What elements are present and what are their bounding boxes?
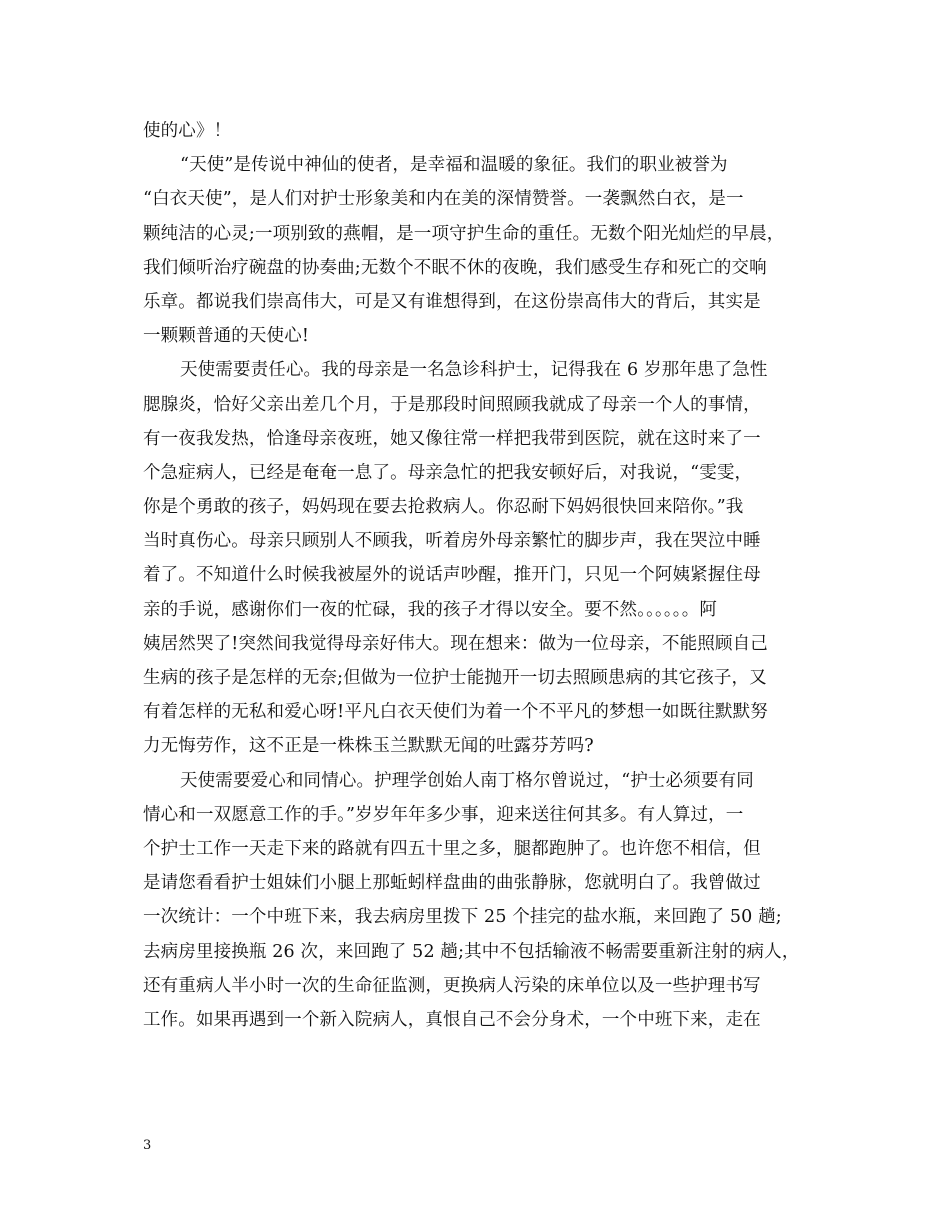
paragraph-start-line: 天使需要责任心。我的母亲是一名急诊科护士，记得我在 6 岁那年患了急性	[180, 360, 768, 381]
text-line: 有一夜我发热，恰逢母亲夜班，她又像往常一样把我带到医院，就在这时来了一	[143, 428, 761, 449]
text-line: 着了。不知道什么时候我被屋外的说话声吵醒，推开门，只见一个阿姨紧握住母	[143, 565, 761, 586]
paragraph-start-line: 天使需要爱心和同情心。护理学创始人南丁格尔曾说过，“护士必须要有同	[180, 770, 754, 791]
text-line: 你是个勇敢的孩子，妈妈现在要去抢救病人。你忍耐下妈妈很快回来陪你。”我	[143, 497, 744, 518]
text-line: 个护士工作一天走下来的路就有四五十里之多，腿都跑肿了。也许您不相信，但	[143, 838, 761, 859]
document-body	[143, 114, 813, 1037]
text-line: 一次统计：一个中班下来，我去病房里拨下 25 个挂完的盐水瓶，来回跑了 50 趟;	[143, 907, 782, 928]
text-line: 颗纯洁的心灵;一项别致的燕帽，是一项守护生命的重任。无数个阳光灿烂的早晨，	[143, 223, 785, 244]
text-line: 去病房里接换瓶 26 次，来回跑了 52 趟;其中不包括输液不畅需要重新注射的病人，	[143, 941, 800, 962]
text-line: 使的心》！	[143, 121, 232, 141]
text-line: 当时真伤心。母亲只顾别人不顾我，听着房外母亲繁忙的脚步声，我在哭泣中睡	[143, 531, 761, 552]
page-number: 3	[143, 1138, 152, 1153]
text-line: 一颗颗普通的天使心!	[143, 326, 310, 347]
text-line: 力无悔劳作，这不正是一株株玉兰默默无闻的吐露芬芳吗?	[143, 736, 594, 757]
text-line: 亲的手说，感谢你们一夜的忙碌，我的孩子才得以安全。要不然。。。。。。阿	[143, 599, 717, 620]
text-line: 我们倾听治疗碗盘的协奏曲;无数个不眠不休的夜晚，我们感受生存和死亡的交响	[143, 257, 767, 278]
text-line: 生病的孩子是怎样的无奈;但做为一位护士能抛开一切去照顾患病的其它孩子，又	[143, 668, 767, 688]
text-line: 腮腺炎，恰好父亲出差几个月，于是那段时间照顾我就成了母亲一个人的事情，	[143, 394, 761, 415]
text-line: 是请您看看护士姐妹们小腿上那蚯蚓样盘曲的曲张静脉，您就明白了。我曾做过	[143, 873, 761, 894]
text-line: 姨居然哭了!突然间我觉得母亲好伟大。现在想来：做为一位母亲，不能照顾自己	[143, 633, 768, 654]
text-line: “白衣天使”，是人们对护士形象美和内在美的深情赞誉。一袭飘然白衣，是一	[143, 189, 744, 210]
text-line: 工作。如果再遇到一个新入院病人，真恨自己不会分身术，一个中班下来，走在	[143, 1009, 761, 1030]
paragraph-start-line: “天使”是传说中神仙的使者，是幸福和温暖的象征。我们的职业被誉为	[180, 155, 728, 176]
text-line: 有着怎样的无私和爱心呀!平凡白衣天使们为着一个不平凡的梦想一如既往默默努	[143, 702, 768, 723]
text-line: 还有重病人半小时一次的生命征监测，更换病人污染的床单位以及一些护理书写	[143, 975, 761, 996]
text-line: 乐章。都说我们崇高伟大，可是又有谁想得到，在这份崇高伟大的背后，其实是	[143, 291, 761, 312]
text-line: 个急症病人，已经是奄奄一息了。母亲急忙的把我安顿好后，对我说，“雯雯，	[143, 462, 753, 483]
text-line: 情心和一双愿意工作的手。”岁岁年年多少事，迎来送往何其多。有人算过，一	[143, 804, 744, 825]
